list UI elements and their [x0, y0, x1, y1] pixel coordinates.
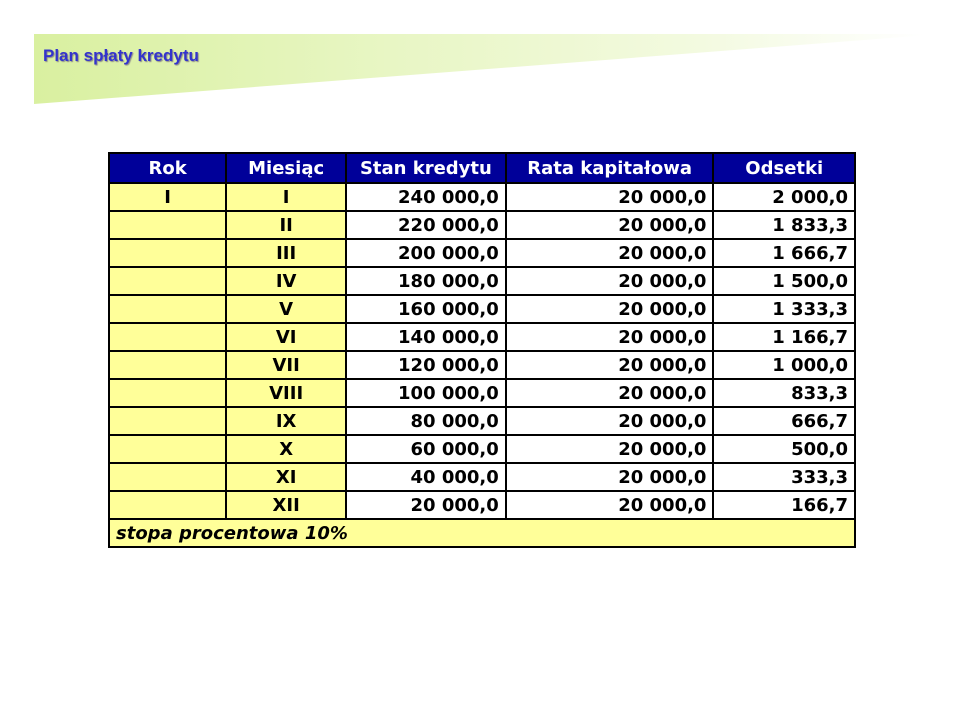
cell-miesiac: XII [226, 491, 346, 519]
cell-rok [109, 211, 226, 239]
table-row [109, 435, 855, 463]
cell-rata-kapitalowa: 20 000,0 [506, 435, 714, 463]
cell-miesiac: VI [226, 323, 346, 351]
cell-stan-kredytu: 180 000,0 [346, 267, 506, 295]
cell-odsetki: 1 000,0 [713, 351, 855, 379]
header-odsetki: Odsetki [713, 153, 855, 183]
cell-odsetki: 1 500,0 [713, 267, 855, 295]
cell-stan-kredytu: 40 000,0 [346, 463, 506, 491]
cell-rok [109, 407, 226, 435]
cell-rok [109, 239, 226, 267]
cell-rok [109, 267, 226, 295]
cell-stan-kredytu: 80 000,0 [346, 407, 506, 435]
header-rok: Rok [109, 153, 226, 183]
cell-rata-kapitalowa: 20 000,0 [506, 463, 714, 491]
cell-rok [109, 491, 226, 519]
cell-odsetki: 1 666,7 [713, 239, 855, 267]
table-row [109, 491, 855, 519]
cell-rata-kapitalowa: 20 000,0 [506, 323, 714, 351]
cell-miesiac: V [226, 295, 346, 323]
header-miesiac: Miesiąc [226, 153, 346, 183]
cell-odsetki: 500,0 [713, 435, 855, 463]
header-rata-kapitalowa: Rata kapitałowa [506, 153, 714, 183]
cell-miesiac: III [226, 239, 346, 267]
cell-rok [109, 463, 226, 491]
cell-miesiac: XI [226, 463, 346, 491]
cell-miesiac: VIII [226, 379, 346, 407]
cell-odsetki: 1 166,7 [713, 323, 855, 351]
cell-rata-kapitalowa: 20 000,0 [506, 351, 714, 379]
cell-rata-kapitalowa: 20 000,0 [506, 295, 714, 323]
interest-rate-note: stopa procentowa 10% [109, 519, 855, 547]
cell-stan-kredytu: 200 000,0 [346, 239, 506, 267]
table-body [109, 183, 855, 519]
repayment-table [108, 152, 856, 548]
cell-miesiac: VII [226, 351, 346, 379]
table-header-row [109, 153, 855, 183]
slide-title: Plan spłaty kredytu [43, 46, 199, 65]
cell-miesiac: X [226, 435, 346, 463]
cell-rok [109, 323, 226, 351]
cell-miesiac: I [226, 183, 346, 211]
header-stan-kredytu: Stan kredytu [346, 153, 506, 183]
table-row [109, 351, 855, 379]
cell-odsetki: 833,3 [713, 379, 855, 407]
table-footer-row [109, 519, 855, 547]
cell-rata-kapitalowa: 20 000,0 [506, 407, 714, 435]
cell-odsetki: 666,7 [713, 407, 855, 435]
cell-stan-kredytu: 20 000,0 [346, 491, 506, 519]
table-row [109, 267, 855, 295]
cell-rok: I [109, 183, 226, 211]
cell-rok [109, 435, 226, 463]
cell-odsetki: 166,7 [713, 491, 855, 519]
cell-stan-kredytu: 140 000,0 [346, 323, 506, 351]
title-decoration-band [34, 34, 924, 104]
cell-miesiac: II [226, 211, 346, 239]
cell-miesiac: IX [226, 407, 346, 435]
cell-stan-kredytu: 120 000,0 [346, 351, 506, 379]
table-row [109, 463, 855, 491]
cell-rata-kapitalowa: 20 000,0 [506, 183, 714, 211]
cell-rok [109, 295, 226, 323]
table-row [109, 323, 855, 351]
cell-miesiac: IV [226, 267, 346, 295]
table-row [109, 239, 855, 267]
cell-rok [109, 351, 226, 379]
cell-rata-kapitalowa: 20 000,0 [506, 379, 714, 407]
table-row [109, 183, 855, 211]
cell-odsetki: 2 000,0 [713, 183, 855, 211]
table-row [109, 295, 855, 323]
cell-rata-kapitalowa: 20 000,0 [506, 239, 714, 267]
cell-odsetki: 1 333,3 [713, 295, 855, 323]
cell-rata-kapitalowa: 20 000,0 [506, 491, 714, 519]
cell-odsetki: 333,3 [713, 463, 855, 491]
table-row [109, 407, 855, 435]
cell-rok [109, 379, 226, 407]
cell-rata-kapitalowa: 20 000,0 [506, 267, 714, 295]
table-row [109, 379, 855, 407]
cell-stan-kredytu: 220 000,0 [346, 211, 506, 239]
cell-stan-kredytu: 160 000,0 [346, 295, 506, 323]
cell-stan-kredytu: 240 000,0 [346, 183, 506, 211]
cell-stan-kredytu: 60 000,0 [346, 435, 506, 463]
cell-odsetki: 1 833,3 [713, 211, 855, 239]
cell-rata-kapitalowa: 20 000,0 [506, 211, 714, 239]
cell-stan-kredytu: 100 000,0 [346, 379, 506, 407]
table-row [109, 211, 855, 239]
